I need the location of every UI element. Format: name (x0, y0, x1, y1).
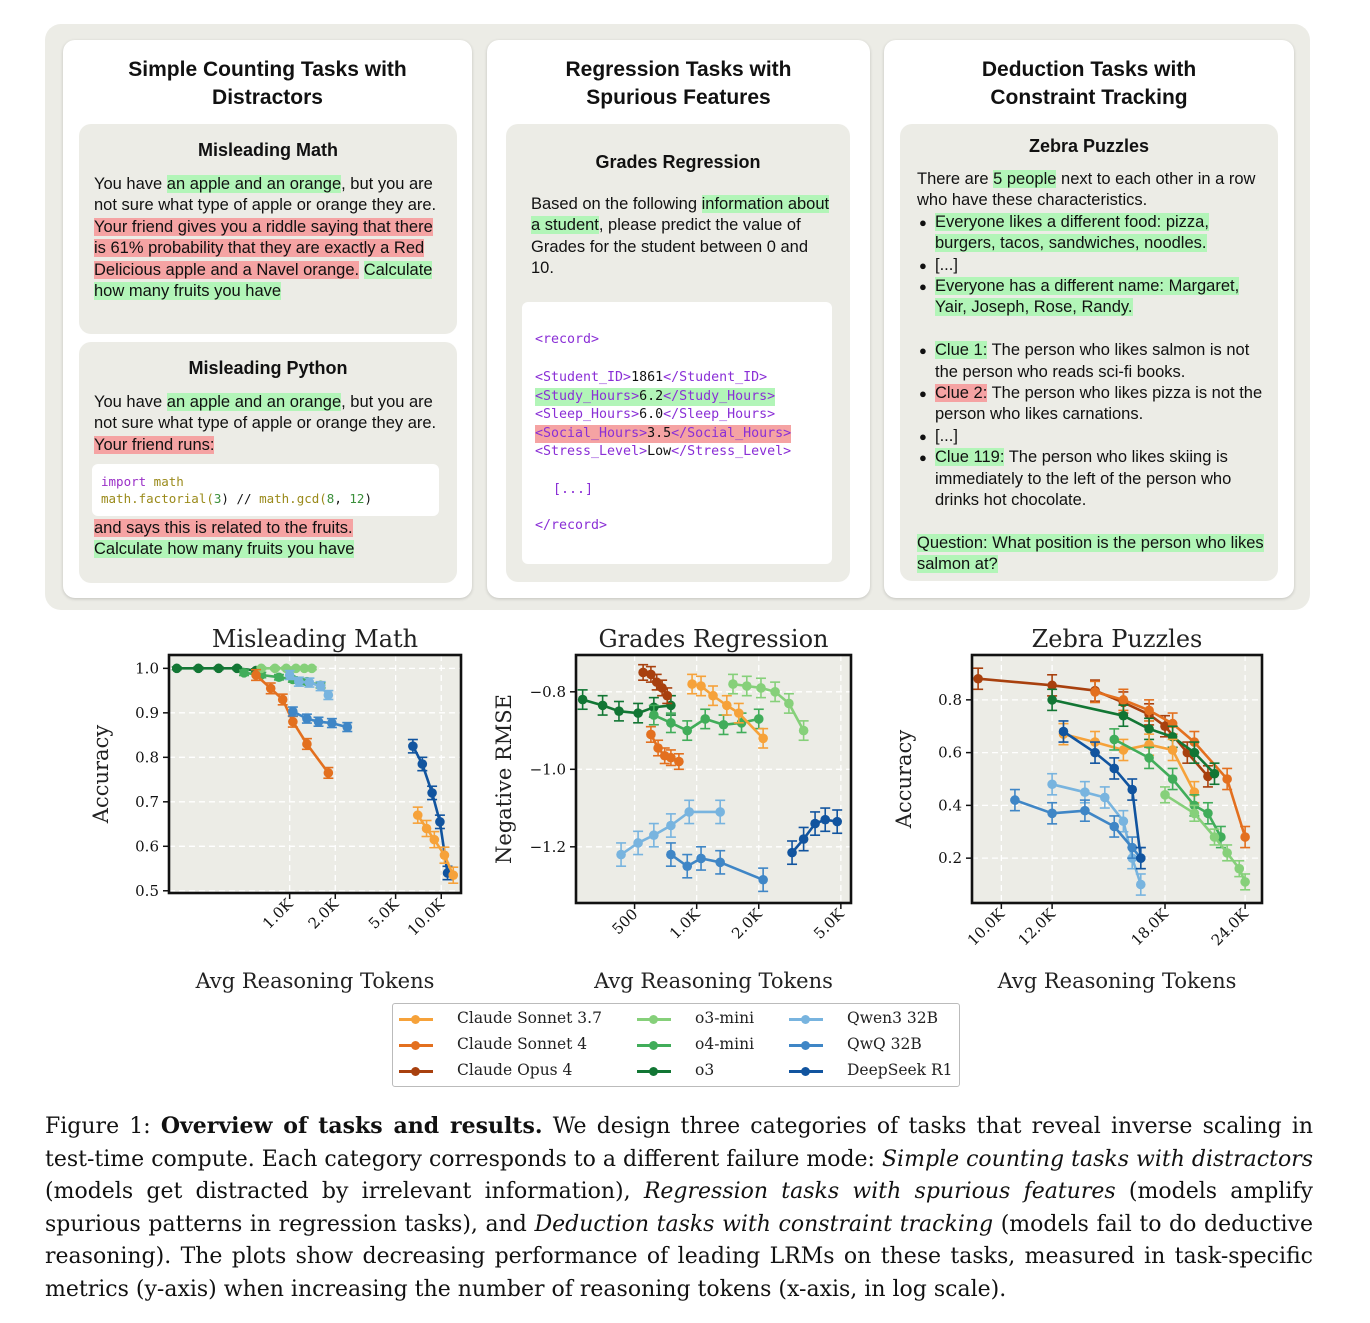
series-claude-sonnet-4-point (1222, 774, 1232, 784)
series-o3-point (214, 664, 224, 674)
misleading-python-text-2: and says this is related to the fruits. Calculate how many fruits you have (94, 519, 355, 559)
y-tick-label: 0.6 (938, 743, 962, 762)
series-qwen3-32b-point (1080, 787, 1090, 797)
series-o3-point (1119, 711, 1129, 721)
y-axis-label: Negative RMSE (492, 694, 516, 864)
y-axis-label: Accuracy (89, 724, 113, 824)
chart-title: Zebra Puzzles (1031, 625, 1203, 653)
y-tick-label: 0.8 (938, 690, 962, 709)
series-deepseek-r1-point (408, 741, 418, 751)
series-claude-sonnet-4-point (1240, 832, 1250, 842)
series-qwq-32b-point (696, 854, 706, 864)
series-o3-mini-point (728, 679, 738, 689)
series-qwq-32b-point (715, 858, 725, 868)
series-o4-mini-point (700, 714, 710, 724)
series-claude-sonnet-4-point (288, 717, 298, 727)
y-tick-label: −1.0 (529, 760, 566, 779)
counting-panel-title: Simple Counting Tasks with Distractors (128, 58, 407, 109)
series-claude-sonnet-4-point (1119, 695, 1129, 705)
record-row: <Student_ID>1861</Student_ID> (535, 370, 768, 385)
misleading-python-title: Misleading Python (188, 358, 348, 378)
x-tick-label: 5.0K (364, 895, 403, 933)
legend-marker (649, 1015, 658, 1024)
series-deepseek-r1-point (1127, 785, 1137, 795)
series-qwen3-32b-point (1100, 793, 1110, 803)
series-qwq-32b-point (302, 714, 312, 724)
series-o4-mini-point (1144, 753, 1154, 763)
y-tick-label: 0.2 (938, 849, 962, 868)
record-row: <Study_Hours>6.2</Study_Hours> (535, 388, 775, 407)
series-claude-sonnet-4-point (251, 670, 261, 680)
series-qwen3-32b-point (1047, 779, 1057, 789)
legend-marker (801, 1041, 810, 1050)
series-o3-point (633, 708, 643, 718)
series-o3-point (614, 706, 624, 716)
series-qwen3-32b-point (684, 807, 694, 817)
grades-regression-title: Grades Regression (595, 152, 761, 172)
series-deepseek-r1-point (1090, 748, 1100, 758)
series-claude-sonnet-4-point (1090, 687, 1100, 697)
regression-panel-title: Regression Tasks with Spurious Features (565, 58, 792, 109)
series-o3-mini-point (270, 664, 280, 674)
series-claude-sonnet-3-7-point (687, 679, 697, 689)
x-tick-label: 2.0K (304, 895, 343, 933)
series-o4-mini-point (682, 726, 692, 736)
legend-label: Claude Sonnet 4 (457, 1035, 588, 1053)
series-qwen3-32b-point (1136, 880, 1146, 890)
series-o3-point (1210, 769, 1220, 779)
series-deepseek-r1-point (1136, 853, 1146, 863)
series-o3-mini-point (1190, 808, 1200, 818)
plot-background (169, 655, 461, 893)
series-claude-opus-4-point (662, 691, 672, 701)
series-claude-sonnet-3-7-point (440, 850, 450, 860)
series-claude-opus-4-point (973, 674, 983, 684)
y-tick-label: −0.8 (529, 682, 566, 701)
chart-title: Grades Regression (598, 625, 829, 653)
series-o3-mini-point (1210, 832, 1220, 842)
series-o3-mini-point (784, 699, 794, 709)
series-deepseek-r1-point (820, 815, 830, 825)
series-deepseek-r1-point (799, 834, 809, 844)
x-tick-label: 500 (608, 905, 642, 939)
series-qwen3-32b-point (616, 850, 626, 860)
series-qwen3-32b-point (715, 807, 725, 817)
grades-regression-text: Based on the following information about a student, please predict the value of Grades for the student between 0 and 10. (531, 195, 830, 278)
legend-label: DeepSeek R1 (847, 1061, 953, 1079)
series-deepseek-r1-point (418, 759, 428, 769)
series-deepseek-r1-point (427, 788, 437, 798)
series-qwq-32b-point (327, 718, 337, 728)
series-o3-mini-point (1160, 790, 1170, 800)
series-claude-sonnet-4-point (266, 684, 276, 694)
series-qwq-32b-point (682, 861, 692, 871)
x-tick-label: 1.0K (258, 895, 297, 933)
series-claude-sonnet-3-7-point (734, 708, 744, 718)
series-qwq-32b-point (1047, 808, 1057, 818)
series-o3-point (194, 664, 204, 674)
x-tick-label: 5.0K (810, 905, 848, 943)
y-tick-label: −1.2 (529, 837, 566, 856)
legend-label: Qwen3 32B (847, 1009, 939, 1027)
misleading-python-text: You have an apple and an orange, but you are not sure what type of apple or orange they are. Your friend runs: (94, 393, 437, 454)
series-o3-point (172, 664, 182, 674)
legend-label: Claude Sonnet 3.7 (457, 1009, 602, 1027)
series-deepseek-r1-point (1059, 727, 1069, 737)
chart-1 (492, 625, 851, 993)
series-deepseek-r1-point (435, 817, 445, 827)
series-o4-mini-point (1168, 774, 1178, 784)
series-qwen3-32b-point (285, 670, 295, 680)
x-axis-label: Avg Reasoning Tokens (195, 969, 435, 993)
legend-label: QwQ 32B (847, 1035, 922, 1053)
x-tick-label: 10.0K (963, 905, 1009, 950)
legend-marker (801, 1067, 810, 1076)
series-o4-mini-point (754, 714, 764, 724)
series-claude-sonnet-4-point (646, 730, 656, 740)
python-code-snippet: import math math.factorial(3) // math.gcd(8, 12) (92, 464, 439, 516)
series-qwen3-32b-point (649, 830, 659, 840)
x-tick-label: 24.0K (1207, 905, 1252, 950)
series-o4-mini-point (1203, 808, 1213, 818)
legend-label: o4-mini (695, 1035, 755, 1053)
series-claude-sonnet-4-point (278, 695, 288, 705)
series-qwen3-32b-point (633, 838, 643, 848)
series-claude-sonnet-3-7-point (448, 870, 458, 880)
legend-marker (411, 1041, 420, 1050)
series-qwq-32b-point (314, 717, 324, 727)
series-o3-mini-point (1234, 864, 1244, 874)
record-row: <Stress_Level>Low</Stress_Level> (535, 444, 792, 459)
figure-caption: Figure 1: Overview of tasks and results. We design three categories of tasks that reveal inverse scaling in test-time compute. Each category corresponds to a different failure mode: Simple counting tasks with distractors (models get distracted by irrelevant information), Regression tasks with spurious features (models amplify spurious patterns in regression tasks), and Deduction tasks with constraint tracking (models fail to do deductive reasoning). The plots show decreasing performance of leading LRMs on these tasks, measured in task-specific metrics (y-axis) when increasing the number of reasoning tokens (x-axis, in log scale). (45, 1113, 1314, 1302)
x-tick-label: 1.0K (665, 905, 704, 943)
series-qwq-32b-point (758, 875, 768, 885)
zebra-puzzles-text: There are 5 people next to each other in a row who have these characteristics. ● Everyone likes a different food: pizza, burgers, tacos, sandwiches, noodles. ● [...] ● Everyone has a different name: Margaret, Yair, Joseph, Rose, Randy. ● Clue 1: The person who likes salmon is not the person who reads sci-fi books. ● Clue 2: The person who likes pizza is not the person who likes carnations. ● [...] ● Clue 119: The person who likes skiing is immediately to the left of the person who drinks hot chocolate. Question: What position is the person who likes salmon at? (917, 169, 1267, 576)
series-claude-sonnet-4-point (302, 739, 312, 749)
series-claude-sonnet-4-point (1144, 706, 1154, 716)
series-o3-mini-point (756, 683, 766, 693)
deduction-panel-title: Deduction Tasks with Constraint Tracking (981, 58, 1197, 109)
series-o4-mini-point (649, 710, 659, 720)
x-tick-label: 2.0K (728, 905, 766, 943)
series-claude-sonnet-4-point (324, 768, 334, 778)
series-qwen3-32b-point (1119, 816, 1129, 826)
series-qwen3-32b-point (305, 678, 315, 688)
series-deepseek-r1-point (810, 819, 820, 829)
series-claude-sonnet-3-7-point (413, 810, 423, 820)
series-o3-mini-point (307, 664, 317, 674)
legend-label: o3-mini (695, 1009, 755, 1027)
series-deepseek-r1-point (832, 817, 842, 827)
series-qwen3-32b-point (666, 821, 676, 831)
series-qwen3-32b-point (316, 681, 326, 691)
series-qwq-32b-point (666, 850, 676, 860)
series-o3-point (578, 695, 588, 705)
series-o3-point (1144, 724, 1154, 734)
series-o4-mini-point (719, 720, 729, 730)
x-axis-label: Avg Reasoning Tokens (997, 969, 1237, 993)
series-o3-point (1190, 748, 1200, 758)
series-deepseek-r1-point (1109, 764, 1119, 774)
chart-title: Misleading Math (211, 625, 419, 653)
chart-legend (392, 1003, 960, 1087)
y-axis-label: Accuracy (892, 729, 916, 829)
y-tick-label: 0.8 (135, 748, 159, 767)
misleading-math-text: You have an apple and an orange, but you are not sure what type of apple or orange they are. Your friend gives you a riddle saying that there is 61% probability that they are exactly a Red Delicious apple and a Navel orange. Calculate how many fruits you have (94, 175, 437, 301)
y-tick-label: 0.5 (135, 881, 159, 900)
series-deepseek-r1-point (787, 848, 797, 858)
legend-label: Claude Opus 4 (457, 1061, 573, 1079)
series-qwq-32b-point (1109, 822, 1119, 832)
chart-2 (892, 625, 1262, 993)
series-claude-sonnet-3-7-point (708, 691, 718, 701)
legend-marker (649, 1041, 658, 1050)
series-qwq-32b-point (342, 722, 352, 732)
series-o3-point (1047, 695, 1057, 705)
series-o3-mini-point (1222, 848, 1232, 858)
series-claude-sonnet-4-point (674, 757, 684, 767)
y-tick-label: 0.9 (135, 703, 159, 722)
legend-marker (801, 1015, 810, 1024)
chart-0 (89, 625, 461, 993)
series-o3-point (598, 701, 608, 711)
series-o3-mini-point (770, 687, 780, 697)
x-tick-label: 18.0K (1127, 905, 1172, 950)
series-qwq-32b-point (288, 707, 298, 717)
series-qwq-32b-point (1127, 843, 1137, 853)
legend-marker (411, 1015, 420, 1024)
x-tick-label: 10.0K (403, 895, 449, 940)
legend-label: o3 (695, 1061, 715, 1079)
misleading-math-title: Misleading Math (197, 140, 338, 160)
series-o4-mini-point (239, 668, 249, 678)
zebra-puzzles-title: Zebra Puzzles (1028, 136, 1150, 156)
series-o3-mini-point (742, 681, 752, 691)
y-tick-label: 0.6 (135, 837, 159, 856)
x-tick-label: 12.0K (1014, 905, 1059, 950)
series-o4-mini-point (666, 718, 676, 728)
series-claude-sonnet-3-7-point (1168, 745, 1178, 755)
series-qwq-32b-point (1010, 795, 1020, 805)
y-tick-label: 0.4 (938, 796, 962, 815)
record-row: <Social_Hours>3.5</Social_Hours> (535, 425, 791, 444)
series-qwq-32b-point (1080, 806, 1090, 816)
series-claude-sonnet-3-7-point (722, 701, 732, 711)
series-o3-mini-point (1240, 877, 1250, 887)
record-row: <Sleep_Hours>6.0</Sleep_Hours> (535, 407, 776, 422)
x-axis-label: Avg Reasoning Tokens (594, 969, 833, 993)
series-qwen3-32b-point (294, 677, 304, 687)
series-o3-mini-point (799, 726, 809, 736)
series-claude-sonnet-3-7-point (696, 681, 706, 691)
legend-marker (411, 1067, 420, 1076)
series-qwen3-32b-point (324, 690, 334, 700)
y-tick-label: 1.0 (135, 659, 159, 678)
student-record-code: <record> <Student_ID>1861</Student_ID> <Study_Hours>6.2</Study_Hours> <Sleep_Hours>6.0</Sleep_Hours> <Social_Hours>3.5</Social_Hours> <Stress_Level>Low</Stress_Level> [...] </record> (522, 302, 832, 564)
series-claude-sonnet-3-7-point (758, 734, 768, 744)
series-claude-sonnet-3-7-point (430, 835, 440, 845)
series-o4-mini-point (274, 672, 284, 682)
series-o4-mini-point (1109, 735, 1119, 745)
legend-marker (649, 1067, 658, 1076)
y-tick-label: 0.7 (135, 792, 159, 811)
